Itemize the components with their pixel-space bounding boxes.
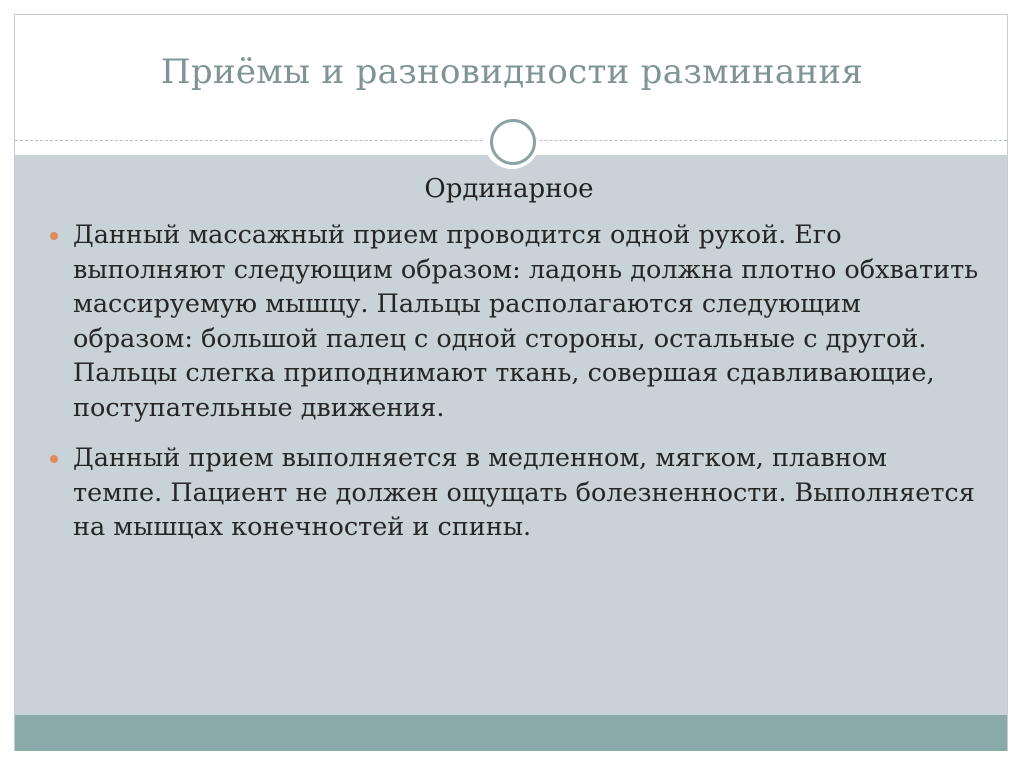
bullet-item (48, 218, 983, 425)
ring-inner (490, 119, 536, 165)
bullet-dot-icon (50, 455, 58, 463)
bullet-text: Данный массажный прием проводится одной рукой. Его выполняют следующим образом: ладонь должна плотно обхватить массируемую мышцу. Пальцы располагаются следующим образом: большой палец с одной стороны, остальные с другой. Пальцы слегка приподнимают ткань, совершая сдавливающие, поступательные движения. (73, 220, 979, 423)
bullet-list (48, 218, 983, 561)
footer-bar (15, 715, 1007, 751)
bullet-item (48, 441, 983, 545)
bullet-dot-icon (50, 232, 58, 240)
bullet-text: Данный прием выполняется в медленном, мягком, плавном темпе. Пациент не должен ощущать болезненности. Выполняется на мышцах конечностей и спины. (73, 443, 975, 542)
section-subheading: Ординарное (424, 174, 594, 204)
ring-ornament-icon (484, 113, 540, 169)
slide-title: Приёмы и разновидности разминания (160, 52, 864, 92)
